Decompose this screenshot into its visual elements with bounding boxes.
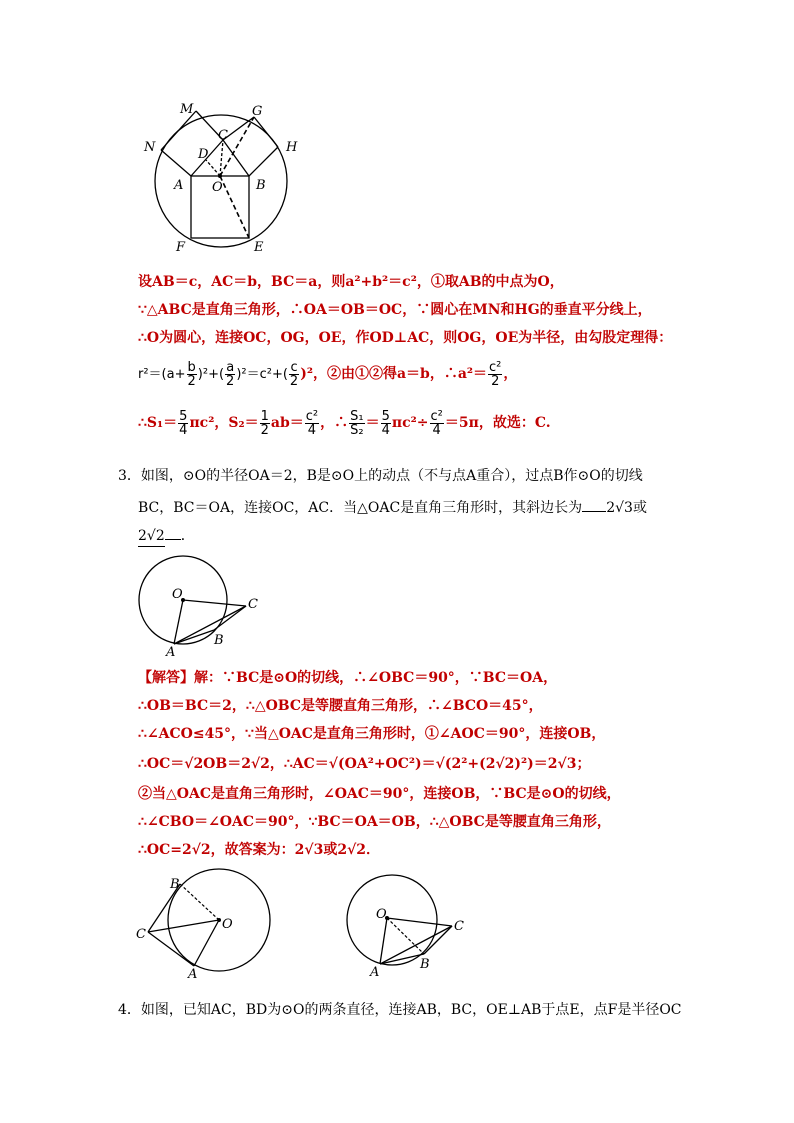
- fig3-label-C: C: [136, 927, 146, 942]
- label-F: F: [176, 240, 186, 255]
- solution-line-5: ∴S₁＝ $\frac{5}{4}$ πc²，S₂＝ $\frac{1}{2}$ ab＝ $\frac{\text{c²}}{4}$ ，∴ $\frac{\text{S₁}}{\text{S₂}}$ ＝ $\frac{5}{4}$ πc²÷ $\frac{\text{c²}}{4}$ ＝5π，故选：C.: [138, 408, 551, 438]
- label-O: O: [212, 180, 223, 195]
- label-D: D: [198, 147, 209, 162]
- answer-line-3: ∴∠ACO≤45°，∵当△OAC是直角三角形时，①∠AOC＝90°，连接OB，: [138, 726, 606, 742]
- question-3-line-3: 2√2 ．: [138, 526, 195, 547]
- answer-blank-2: 2√2: [138, 526, 165, 547]
- solution-line-4: r²＝(a+ $\frac{b}{2}$ )²+( $\frac{a}{2}$ )²＝c²+( $\frac{c}{2}$ )²，②由①②得a＝b，∴a²＝ $\frac{\text{c²}}{2}$ ，: [138, 359, 518, 389]
- label-M: M: [180, 102, 194, 117]
- fig2-label-C: C: [248, 597, 258, 612]
- label-G: G: [252, 104, 263, 119]
- label-A: A: [174, 178, 184, 193]
- label-E: E: [254, 240, 264, 255]
- figure-tangent-circle: [130, 552, 280, 662]
- label-N: N: [144, 140, 156, 155]
- label-C: C: [218, 128, 228, 143]
- fig4-label-A: A: [370, 965, 380, 980]
- fig3-label-O: O: [222, 917, 233, 932]
- label-B: B: [256, 178, 266, 193]
- fig4-label-B: B: [420, 957, 430, 972]
- answer-line-1: 【解答】解：∵BC是⊙O的切线，∴∠OBC＝90°，∵BC＝OA，: [138, 670, 558, 686]
- fig2-label-O: O: [172, 587, 183, 602]
- answer-line-5: ②当△OAC是直角三角形时，∠OAC＝90°，连接OB，∵BC是⊙O的切线，: [138, 786, 621, 802]
- figure-case-1: [130, 862, 280, 982]
- question-4-line-1: 4．如图，已知AC，BD为⊙O的两条直径，连接AB，BC，OE⊥AB于点E，点F是半径OC: [118, 1002, 682, 1018]
- answer-blank-1: 2√3: [606, 500, 633, 516]
- answer-line-7: ∴OC=2√2，故答案为：2√3或2√2．: [138, 842, 381, 858]
- fig4-label-O: O: [376, 907, 387, 922]
- fig4-label-C: C: [454, 919, 464, 934]
- question-3-line-1: 3．如图，⊙O的半径OA＝2，B是⊙O上的动点（不与点A重合），过点B作⊙O的切线: [118, 468, 643, 484]
- label-H: H: [286, 140, 298, 155]
- solution-line-3: ∴O为圆心，连接OC，OG，OE，作OD⊥AC，则OG，OE为半径，由勾股定理得：: [138, 330, 673, 346]
- fig3-label-A: A: [188, 967, 198, 982]
- solution-line-2: ∵△ABC是直角三角形，∴OA＝OB＝OC，∵圆心在MN和HG的垂直平分线上，: [138, 302, 652, 318]
- fig2-label-B: B: [214, 633, 224, 648]
- fig2-label-A: A: [166, 645, 176, 660]
- figure-case-2: [340, 870, 480, 980]
- answer-line-4: ∴OC＝√2OB＝2√2，∴AC＝√(OA²+OC²)＝√(2²+(2√2)²)＝2√3；: [138, 756, 591, 772]
- question-3-line-2: BC，BC＝OA，连接OC，AC．当△OAC是直角三角形时，其斜边长为 2√3或: [138, 500, 647, 516]
- answer-line-6: ∴∠CBO＝∠OAC＝90°，∵BC＝OA＝OB，∴△OBC是等腰直角三角形，: [138, 814, 611, 830]
- solution-line-1: 设AB＝c，AC＝b，BC＝a，则a²+b²＝c²，①取AB的中点为O，: [138, 274, 564, 290]
- fig3-label-B: B: [170, 877, 180, 892]
- figure-circle-square: [140, 95, 320, 260]
- answer-line-2: ∴OB＝BC＝2，∴△OBC是等腰直角三角形，∴∠BCO＝45°，: [138, 698, 543, 714]
